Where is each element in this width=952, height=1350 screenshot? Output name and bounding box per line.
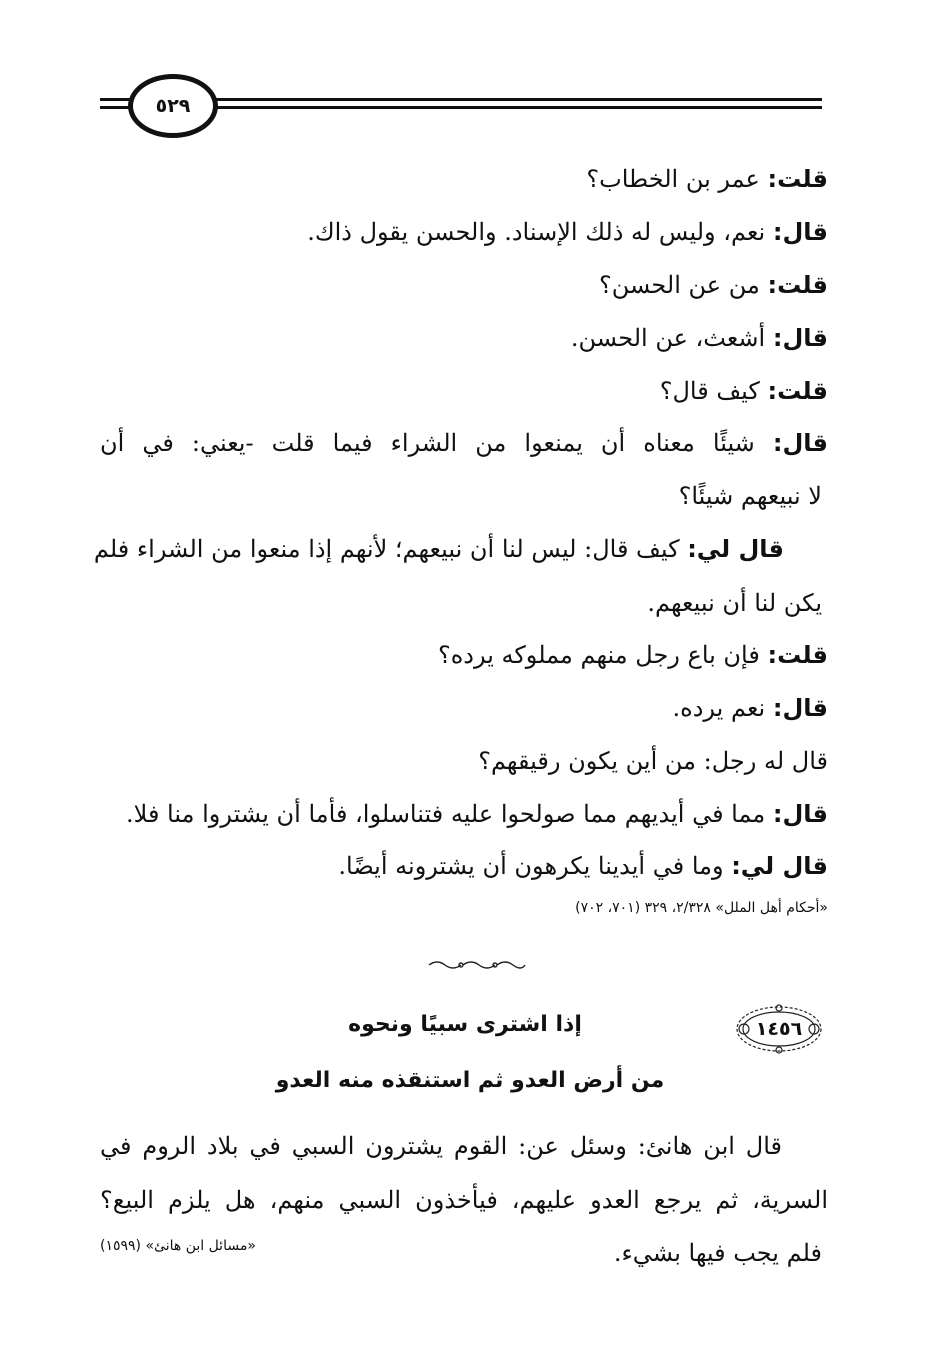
- speaker-label: قلت:: [767, 165, 828, 193]
- dialogue-line: [438, 635, 828, 675]
- speaker-label: قال:: [772, 324, 828, 352]
- speaker-label: قال لي:: [687, 535, 784, 563]
- dialogue-text: من عن الحسن؟: [598, 271, 768, 299]
- dialogue-line: [307, 212, 828, 252]
- citation: «أحكام أهل الملل» ٢/٣٢٨، ٣٢٩ (٧٠١، ٧٠٢): [575, 900, 828, 916]
- divider-ornament-icon: [425, 958, 529, 972]
- narration-line: السرية، ثم يرجع العدو عليهم، فيأخذون السبي منهم، هل يلزم البيع؟: [100, 1186, 828, 1214]
- speaker-label: قال:: [772, 694, 828, 722]
- dialogue-line: [599, 265, 828, 305]
- dialogue-text: أشعث، عن الحسن.: [570, 324, 773, 352]
- dialogue-text: قال له رجل: من أين يكون رقيقهم؟: [478, 747, 828, 775]
- narration-line: فلم يجب فيها بشيء.: [613, 1239, 822, 1267]
- section-subtitle: من أرض العدو ثم استنقذه منه العدو: [275, 1068, 665, 1093]
- dialogue-line: [586, 159, 828, 199]
- speaker-label: قال:: [772, 429, 828, 457]
- dialogue-line: [338, 846, 828, 886]
- section-title: إذا اشترى سبيًا ونحوه: [348, 1012, 582, 1037]
- speaker-label: قال:: [772, 218, 828, 246]
- speaker-label: قلت:: [767, 377, 828, 405]
- citation: «مسائل ابن هانئ» (١٥٩٩): [100, 1238, 256, 1254]
- speaker-label: قلت:: [767, 641, 828, 669]
- dialogue-continuation: يكن لنا أن نبيعهم.: [647, 589, 822, 617]
- dialogue-continuation: لا نبيعهم شيئًا؟: [678, 482, 822, 510]
- dialogue-line: [673, 688, 828, 728]
- chapter-number: ١٤٥٦: [755, 1018, 803, 1040]
- dialogue-text: مما في أيديهم مما صولحوا عليه فتناسلوا، فأما أن يشتروا منا فلا.: [126, 800, 773, 828]
- speaker-label: قال:: [772, 800, 828, 828]
- dialogue-line: [126, 794, 828, 834]
- dialogue-text: نعم يرده.: [672, 694, 773, 722]
- dialogue-line: [571, 318, 828, 358]
- narration-line: قال ابن هانئ: وسئل عن: القوم يشترون السبي في بلاد الروم في: [100, 1132, 782, 1160]
- page-number: ٥٢٩: [128, 74, 218, 138]
- dialogue-text: كيف قال؟: [659, 377, 768, 405]
- dialogue-line: [660, 371, 828, 411]
- dialogue-text: عمر بن الخطاب؟: [586, 165, 768, 193]
- dialogue-line: [478, 741, 828, 781]
- dialogue-text: شيئًا معناه أن يمنعوا من الشراء فيما قلت -يعني: في أن: [100, 429, 773, 457]
- dialogue-line: [100, 423, 828, 463]
- dialogue-text: فإن باع رجل منهم مملوكه يرده؟: [437, 641, 768, 669]
- dialogue-text: نعم، وليس له ذلك الإسناد. والحسن يقول ذاك.: [307, 218, 773, 246]
- speaker-label: قال لي:: [731, 852, 828, 880]
- speaker-label: قلت:: [767, 271, 828, 299]
- dialogue-text: كيف قال: ليس لنا أن نبيعهم؛ لأنهم إذا منعوا من الشراء فلم: [93, 535, 688, 563]
- dialogue-line: [93, 529, 784, 569]
- dialogue-text: وما في أيدينا يكرهون أن يشترونه أيضًا.: [338, 852, 732, 880]
